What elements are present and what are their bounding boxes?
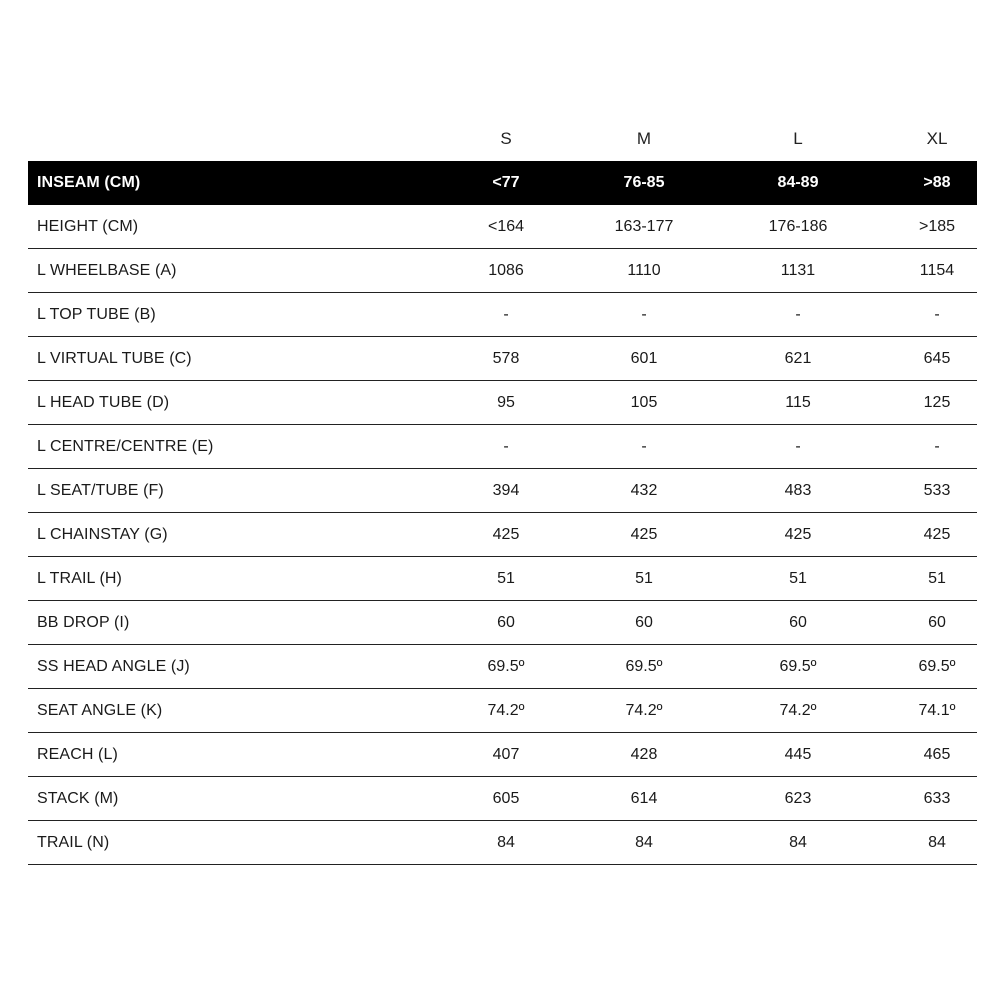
row-label: L CENTRE/CENTRE (E) [37,437,214,455]
cell-m: 76-85 [623,174,665,191]
table-row-seat-tube [28,469,977,513]
table-row-trail-h [28,557,977,601]
cell-s: 51 [497,569,515,587]
table-row-top-tube [28,293,977,337]
row-label: TRAIL (N) [37,833,110,851]
row-label: L TRAIL (H) [37,569,122,587]
cell-xl: 633 [923,789,951,807]
cell-xl: 1154 [919,261,955,279]
cell-l: 84-89 [777,174,819,191]
row-label: SS HEAD ANGLE (J) [37,657,190,675]
cell-l: 425 [784,525,812,543]
cell-l: - [795,437,801,455]
table-row-reach [28,733,977,777]
cell-s: 394 [492,481,520,499]
table-row-inseam [28,161,977,205]
row-label: REACH (L) [37,745,118,763]
table-row-bb-drop [28,601,977,645]
cell-xl: >185 [918,217,956,235]
cell-xl: 69.5º [918,657,956,675]
cell-s: 74.2º [487,701,525,719]
cell-s: <77 [492,174,520,191]
cell-s: 578 [492,349,520,367]
size-header-xl: XL [926,129,948,148]
table-row-virtual-tube [28,337,977,381]
cell-m: 428 [630,745,658,763]
row-label: L VIRTUAL TUBE (C) [37,349,192,367]
table-row-centre-centre [28,425,977,469]
cell-l: 483 [784,481,812,499]
row-label: SEAT ANGLE (K) [37,701,163,719]
cell-m: 60 [635,613,653,631]
cell-m: 614 [630,789,658,807]
cell-m: - [641,305,647,323]
cell-l: 74.2º [779,701,817,719]
cell-s: - [503,305,509,323]
row-label: INSEAM (CM) [37,174,141,191]
cell-m: 84 [635,833,653,851]
row-label: L HEAD TUBE (D) [37,393,170,411]
cell-s: 60 [497,613,515,631]
cell-xl: 465 [923,745,951,763]
table-row-trail-n [28,821,977,865]
row-label: L TOP TUBE (B) [37,305,156,323]
cell-xl: 645 [923,349,951,367]
cell-s: - [503,437,509,455]
row-label: STACK (M) [37,789,119,807]
cell-l: 621 [784,349,812,367]
cell-s: 95 [497,393,515,411]
row-label: HEIGHT (CM) [37,217,139,235]
cell-s: 1086 [488,261,524,279]
cell-m: 1110 [627,261,661,279]
size-header-row [28,117,977,161]
table-row-seat-angle [28,689,977,733]
cell-s: 407 [492,745,520,763]
cell-l: 115 [785,393,811,411]
table-row-height [28,205,977,249]
cell-xl: - [934,305,940,323]
cell-xl: >88 [923,174,951,191]
cell-m: 425 [630,525,658,543]
cell-s: 605 [492,789,520,807]
cell-xl: 125 [923,393,951,411]
table-row-head-tube [28,381,977,425]
cell-m: 601 [630,349,658,367]
row-label: L SEAT/TUBE (F) [37,481,164,499]
cell-s: 69.5º [487,657,525,675]
cell-l: - [795,305,801,323]
cell-s: 425 [492,525,520,543]
size-header-s: S [500,129,512,148]
table-row-head-angle [28,645,977,689]
row-label: L WHEELBASE (A) [37,261,177,279]
cell-xl: 74.1º [918,701,956,719]
cell-l: 69.5º [779,657,817,675]
cell-m: - [641,437,647,455]
cell-s: 84 [497,833,515,851]
cell-xl: 51 [928,569,946,587]
cell-m: 163-177 [614,217,674,235]
size-header-l: L [793,129,803,148]
cell-s: <164 [487,217,525,235]
cell-l: 445 [784,745,812,763]
cell-l: 623 [784,789,812,807]
size-header-m: M [636,129,652,148]
row-label: L CHAINSTAY (G) [37,525,168,543]
cell-l: 84 [789,833,807,851]
cell-m: 105 [630,393,658,411]
cell-l: 176-186 [768,217,828,235]
cell-xl: - [934,437,940,455]
table-row-chainstay [28,513,977,557]
cell-l: 51 [789,569,807,587]
cell-l: 60 [789,613,807,631]
cell-xl: 84 [928,833,946,851]
cell-xl: 60 [928,613,946,631]
cell-m: 74.2º [625,701,663,719]
row-label: BB DROP (I) [37,613,130,631]
cell-xl: 533 [923,481,951,499]
geometry-table [28,117,977,865]
cell-m: 432 [630,481,658,499]
cell-xl: 425 [923,525,951,543]
table-row-stack [28,777,977,821]
cell-l: 1131 [780,261,816,279]
cell-m: 69.5º [625,657,663,675]
table-row-wheelbase [28,249,977,293]
cell-m: 51 [635,569,653,587]
